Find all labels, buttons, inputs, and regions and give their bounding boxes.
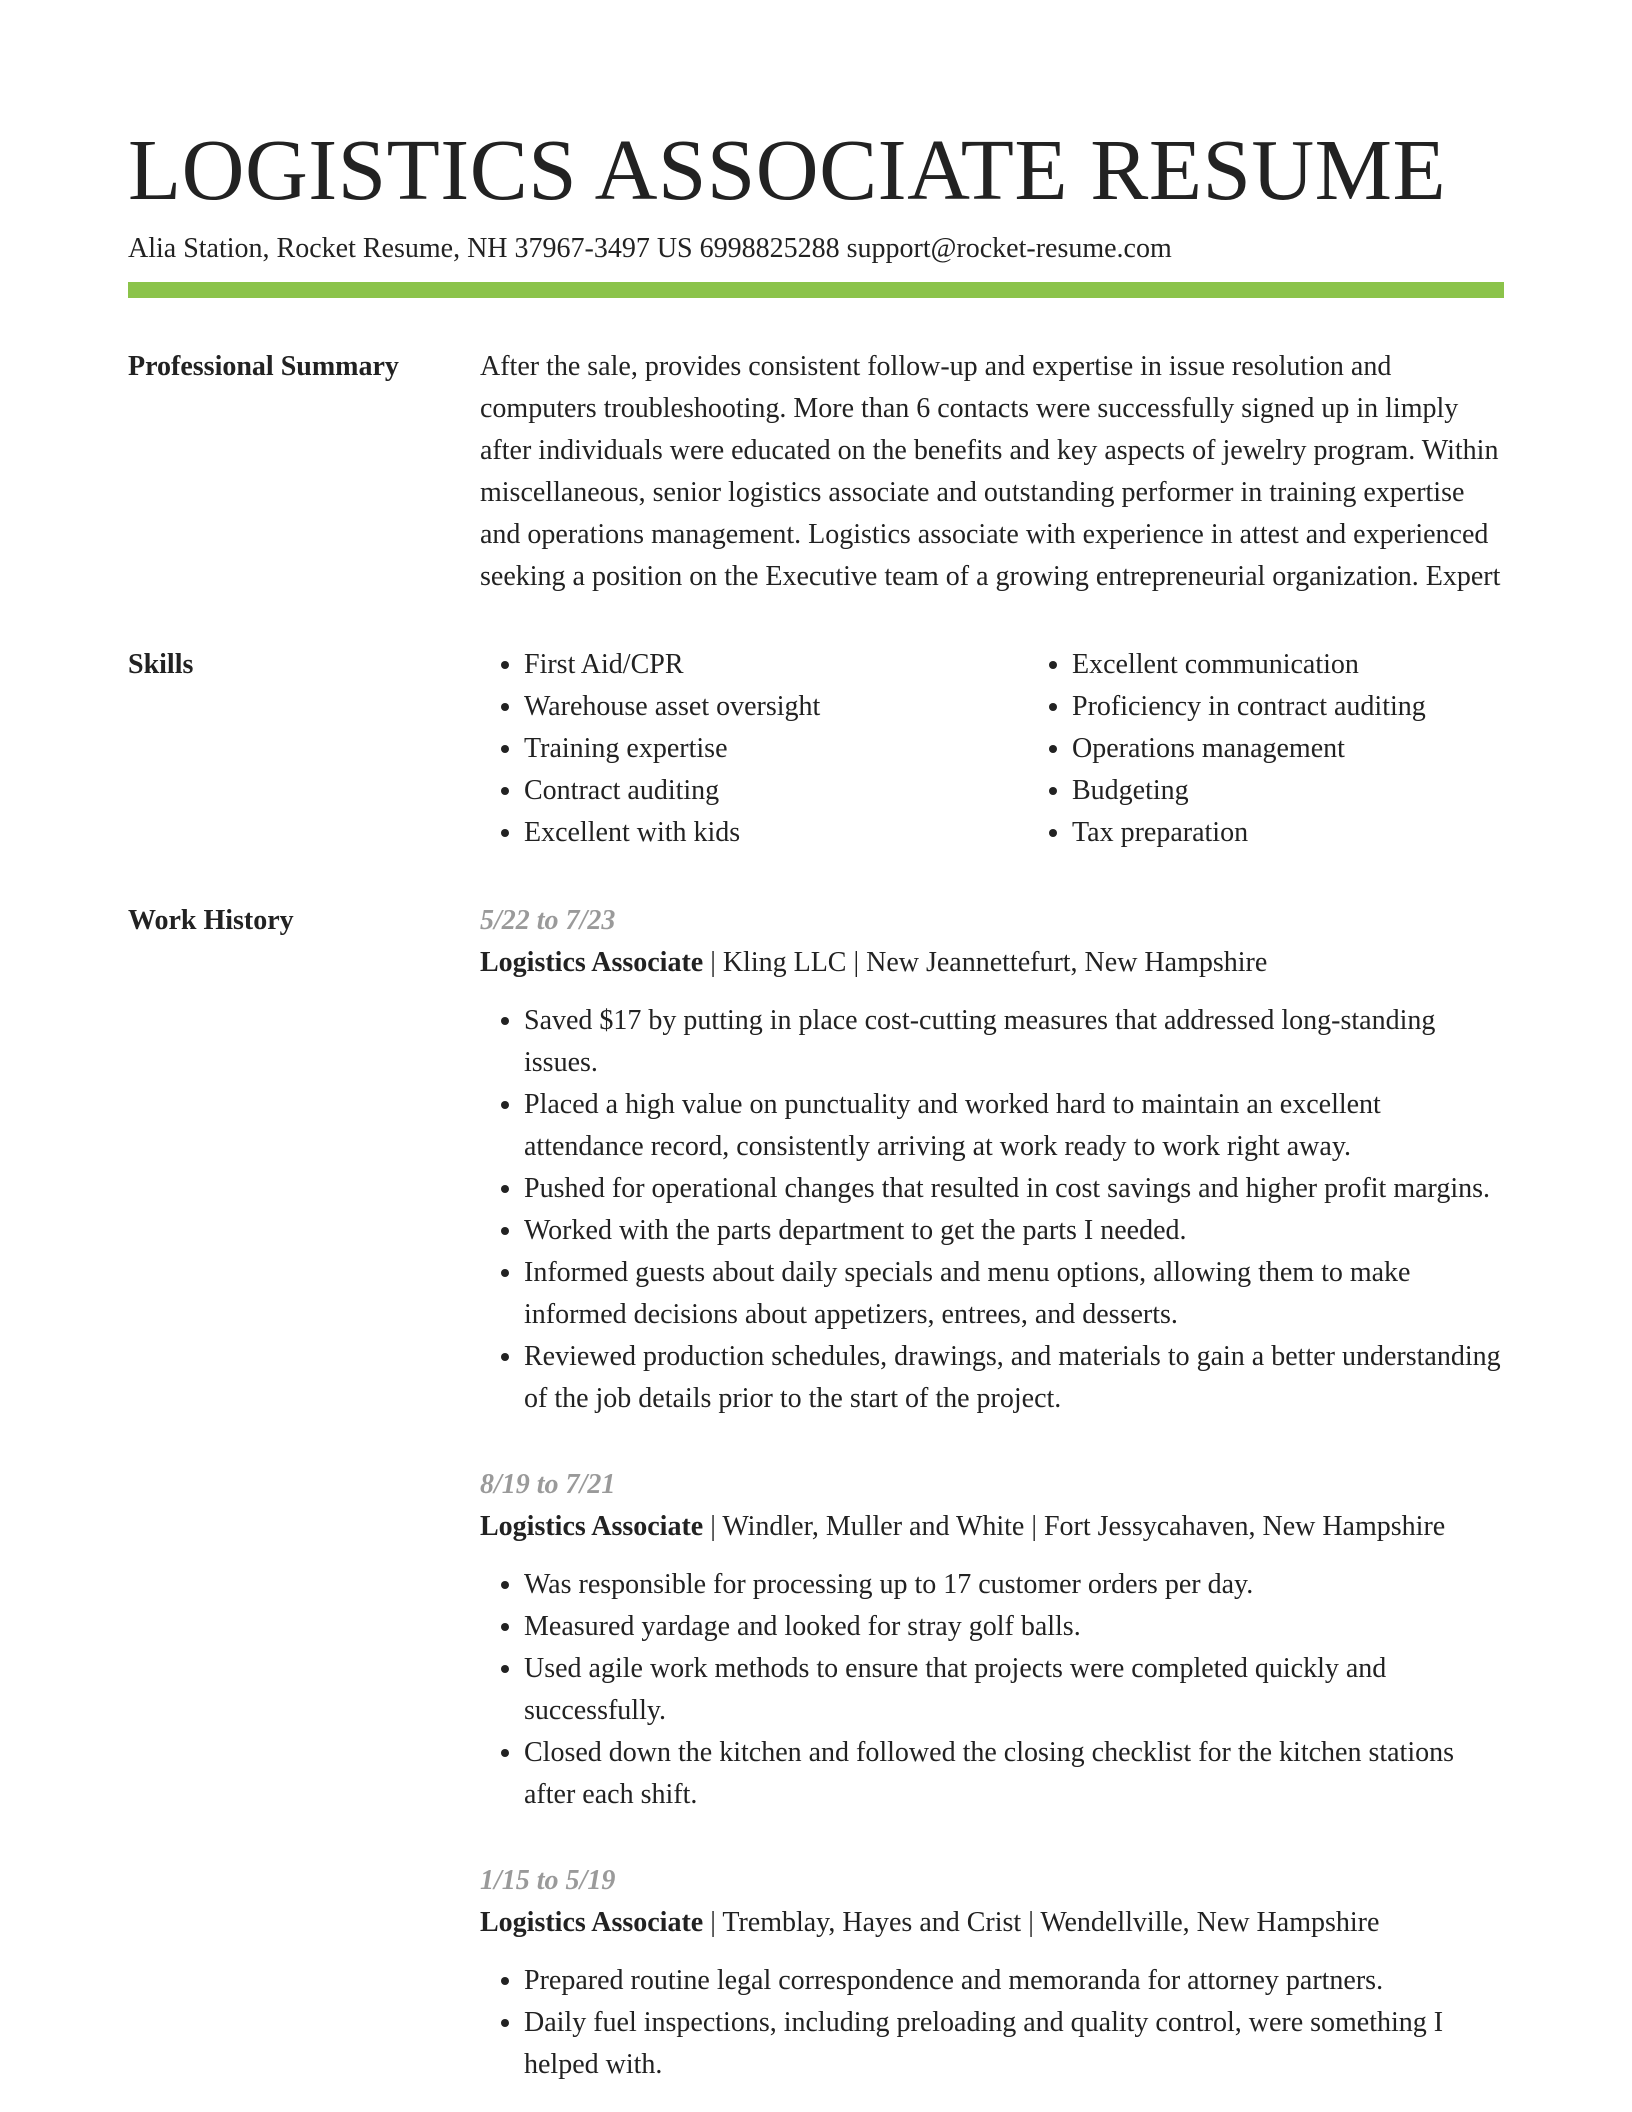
job-bullets	[480, 1564, 1504, 1816]
skill-item: • Warehouse asset oversight	[524, 686, 1028, 728]
job-details: | Windler, Muller and White | Fort Jessycahaven, New Hampshire	[703, 1511, 1446, 1542]
job-bullet: • Informed guests about daily specials and menu options, allowing them to make informed decisions about appetizers, entrees, and desserts.	[524, 1252, 1504, 1336]
skill-item: • Contract auditing	[524, 770, 1028, 812]
job-bullet: • Saved $17 by putting in place cost-cutting measures that addressed long-standing issues.	[524, 1000, 1504, 1084]
job-bullet: • Measured yardage and looked for stray golf balls.	[524, 1606, 1504, 1648]
job-bullet: • Closed down the kitchen and followed the closing checklist for the kitchen stations after each shift.	[524, 1732, 1504, 1816]
job-entry	[480, 1860, 1504, 2086]
job-bullet: • Was responsible for processing up to 17 customer orders per day.	[524, 1564, 1504, 1606]
job-bullet: • Reviewed production schedules, drawings, and materials to gain a better understanding of the job details prior to the start of the project.	[524, 1336, 1504, 1420]
job-bullet: • Used agile work methods to ensure that projects were completed quickly and successfully.	[524, 1648, 1504, 1732]
job-header	[480, 942, 1504, 984]
job-dates: 5/22 to 7/23	[480, 905, 616, 936]
work-history-section	[128, 900, 1504, 2086]
section-label-skills: Skills	[128, 649, 194, 680]
skill-item: • Excellent communication	[1072, 644, 1576, 686]
job-entry	[480, 900, 1504, 1420]
job-header	[480, 1506, 1504, 1548]
job-header	[480, 1902, 1504, 1944]
resume-page	[128, 0, 1504, 2086]
section-label-summary: Professional Summary	[128, 351, 399, 382]
job-title: Logistics Associate	[480, 947, 704, 978]
skill-item: • Excellent with kids	[524, 812, 1028, 854]
skill-item: • Proficiency in contract auditing	[1072, 686, 1576, 728]
job-bullet: • Placed a high value on punctuality and worked hard to maintain an excellent attendance record, consistently arriving at work ready to work right away.	[524, 1084, 1504, 1168]
skill-item: • First Aid/CPR	[524, 644, 1028, 686]
job-details: | Tremblay, Hayes and Crist | Wendellville, New Hampshire	[703, 1907, 1380, 1938]
job-bullet: • Worked with the parts department to get the parts I needed.	[524, 1210, 1504, 1252]
skills-section	[128, 644, 1504, 854]
job-title: Logistics Associate	[480, 1907, 704, 1938]
skills-list-left	[480, 644, 1028, 854]
skill-item: • Tax preparation	[1072, 812, 1576, 854]
job-dates: 8/19 to 7/21	[480, 1469, 616, 1500]
job-entry	[480, 1464, 1504, 1816]
job-bullet: • Pushed for operational changes that resulted in cost savings and higher profit margins.	[524, 1168, 1504, 1210]
professional-summary-section	[128, 346, 1504, 598]
contact-line: Alia Station, Rocket Resume, NH 37967-3497 US 6998825288 support@rocket-resume.com	[128, 233, 1172, 264]
job-bullets	[480, 1960, 1504, 2086]
skill-item: • Operations management	[1072, 728, 1576, 770]
section-label-work-history: Work History	[128, 905, 294, 936]
skill-item: • Budgeting	[1072, 770, 1576, 812]
job-bullets	[480, 1000, 1504, 1420]
summary-text: After the sale, provides consistent follow-up and expertise in issue resolution and computers troubleshooting. More than 6 contacts were successfully signed up in limply after individuals were educated on the benefits and key aspects of jewelry program. Within miscellaneous, senior logistics associate and outstanding performer in training expertise and operations management. Logistics associate with experience in attest and experienced seeking a position on the Executive team of a growing entrepreneurial organization. Expert	[480, 351, 1501, 592]
skill-item: • Training expertise	[524, 728, 1028, 770]
skills-list-right	[1028, 644, 1576, 854]
job-details: | Kling LLC | New Jeannettefurt, New Hampshire	[703, 947, 1268, 978]
accent-divider	[128, 282, 1504, 298]
job-dates: 1/15 to 5/19	[480, 1865, 616, 1896]
resume-title: LOGISTICS ASSOCIATE RESUME	[128, 121, 1447, 218]
job-title: Logistics Associate	[480, 1511, 704, 1542]
job-bullet: • Daily fuel inspections, including preloading and quality control, were something I helped with.	[524, 2002, 1504, 2086]
job-bullet: • Prepared routine legal correspondence and memoranda for attorney partners.	[524, 1960, 1504, 2002]
